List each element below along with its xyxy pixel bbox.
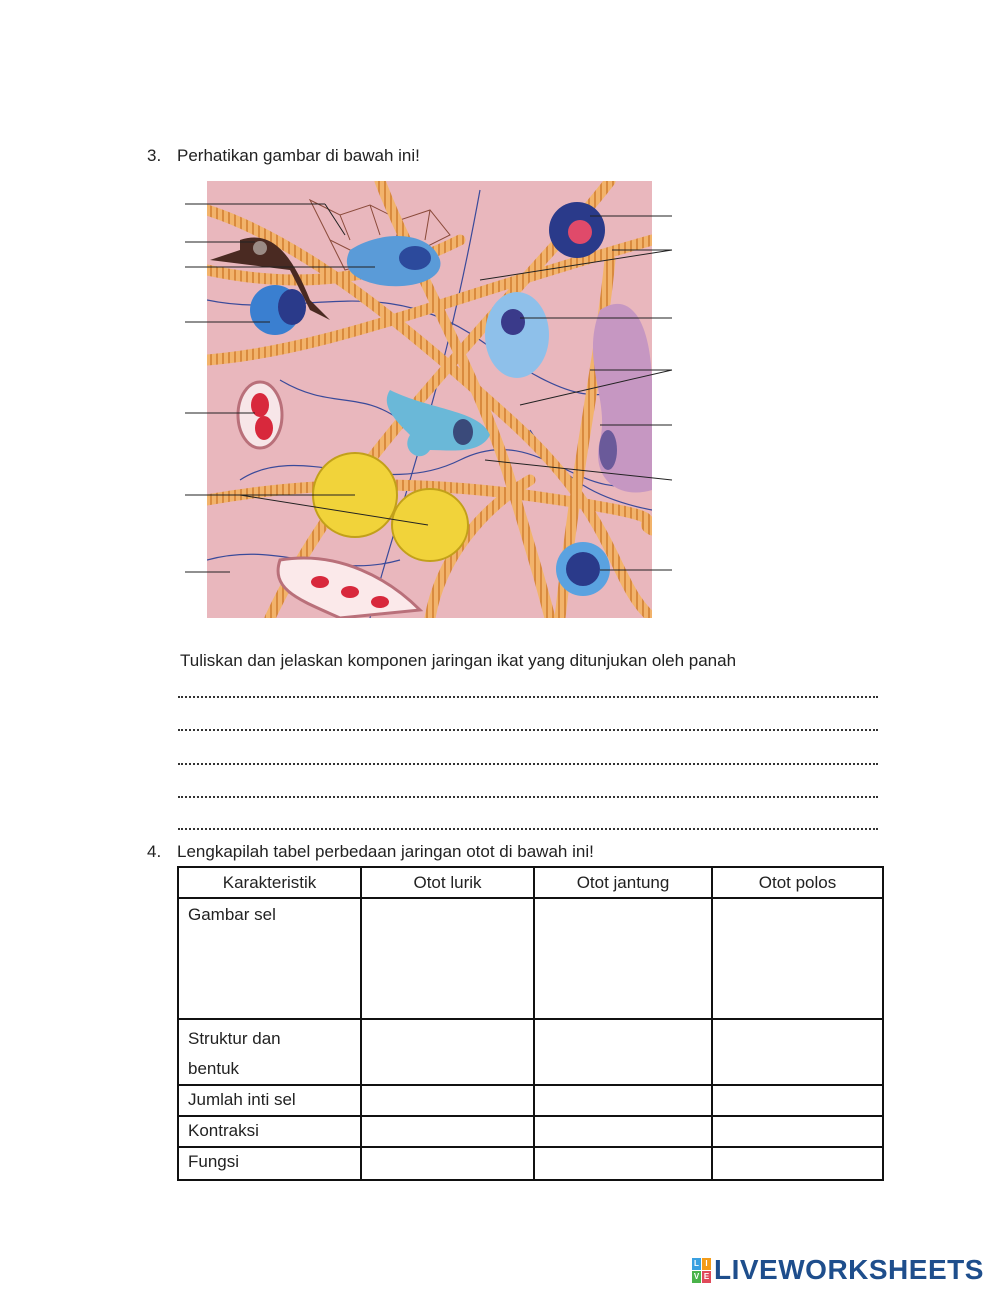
answer-cell[interactable]	[361, 1147, 534, 1180]
adipocyte-2	[392, 489, 468, 561]
answer-cell[interactable]	[712, 1116, 883, 1147]
table-row	[178, 1019, 883, 1085]
header-otot-lurik: Otot lurik	[361, 867, 534, 898]
table-row	[178, 1147, 883, 1180]
row-label: Gambar sel	[178, 898, 361, 1019]
white-blood-cell	[485, 292, 549, 378]
row-label: Struktur dan bentuk	[178, 1019, 361, 1085]
row-label: Fungsi	[178, 1147, 361, 1180]
answer-line-5[interactable]	[178, 808, 878, 830]
answer-cell[interactable]	[534, 1116, 712, 1147]
row-label: Jumlah inti sel	[178, 1085, 361, 1116]
question-3-text: Perhatikan gambar di bawah ini!	[177, 146, 420, 165]
answer-line-1[interactable]	[178, 676, 878, 698]
muscle-tissue-table	[177, 866, 884, 1181]
answer-cell[interactable]	[361, 1085, 534, 1116]
answer-cell[interactable]	[361, 898, 534, 1019]
question-3-number: 3.	[147, 146, 162, 165]
answer-cell[interactable]	[361, 1019, 534, 1085]
answer-cell[interactable]	[534, 1085, 712, 1116]
question-4-text: Lengkapilah tabel perbedaan jaringan otot di bawah ini!	[177, 842, 594, 861]
logo-badge-icon: L I V E	[693, 1259, 710, 1281]
answer-line-2[interactable]	[178, 709, 878, 731]
header-otot-polos: Otot polos	[712, 867, 883, 898]
answer-cell[interactable]	[712, 1019, 883, 1085]
answer-cell[interactable]	[534, 1147, 712, 1180]
logo-text: LIVEWORKSHEETS	[714, 1254, 984, 1285]
table-header-row	[178, 867, 883, 898]
question-4-number: 4.	[147, 842, 162, 861]
table-row	[178, 1116, 883, 1147]
answer-line-4[interactable]	[178, 776, 878, 798]
answer-cell[interactable]	[534, 898, 712, 1019]
answer-cell[interactable]	[534, 1019, 712, 1085]
answer-cell[interactable]	[712, 1085, 883, 1116]
table-row	[178, 898, 883, 1019]
table-row	[178, 1085, 883, 1116]
answer-cell[interactable]	[361, 1116, 534, 1147]
answer-line-3[interactable]	[178, 743, 878, 765]
answer-cell[interactable]	[712, 898, 883, 1019]
answer-cell[interactable]	[712, 1147, 883, 1180]
header-otot-jantung: Otot jantung	[534, 867, 712, 898]
connective-tissue-figure	[180, 180, 680, 620]
question-3-instruction: Tuliskan dan jelaskan komponen jaringan ikat yang ditunjukan oleh panah	[180, 651, 737, 670]
header-karakteristik: Karakteristik	[178, 867, 361, 898]
row-label: Kontraksi	[178, 1116, 361, 1147]
liveworksheets-logo	[692, 1255, 984, 1285]
